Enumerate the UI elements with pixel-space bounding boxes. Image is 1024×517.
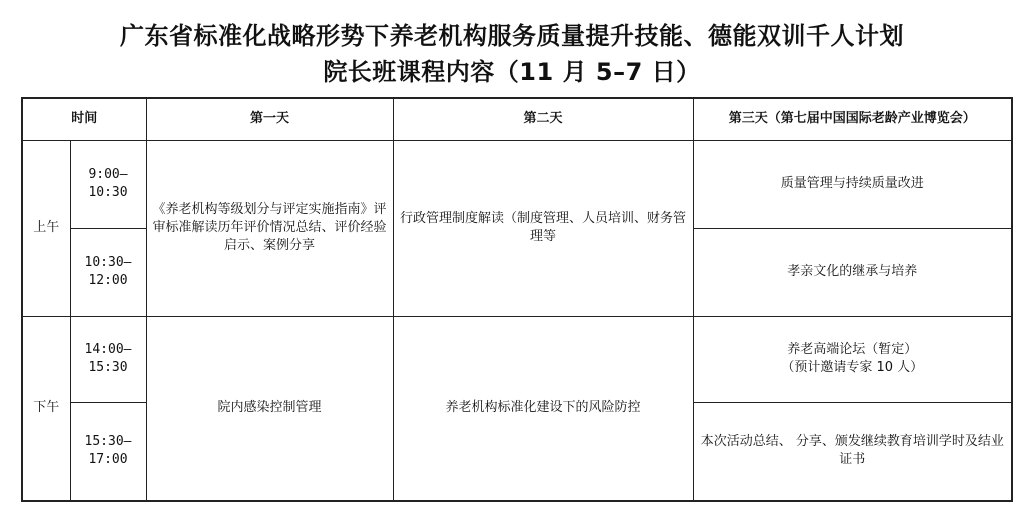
time-slot <box>70 316 146 402</box>
time-slot <box>70 228 146 316</box>
day3-afternoon-slot2: 本次活动总结、 分享、颁发继续教育培训学时及结业证书 <box>693 402 1012 501</box>
table-row <box>22 140 1012 228</box>
period-morning: 上午 <box>22 140 70 316</box>
header-day3: 第三天（第七届中国国际老龄产业博览会） <box>693 98 1012 140</box>
time-end: 12:00 <box>88 273 128 288</box>
time-end: 15:30 <box>88 360 128 375</box>
day2-afternoon-content: 养老机构标准化建设下的风险防控 <box>393 316 693 501</box>
time-end: 10:30 <box>88 185 128 200</box>
time-slot <box>70 402 146 501</box>
time-start: 14:00– <box>84 342 132 357</box>
header-time: 时间 <box>22 98 146 140</box>
header-row <box>22 98 1012 140</box>
day3-morning-slot1: 质量管理与持续质量改进 <box>693 140 1012 228</box>
document-header <box>0 18 1024 90</box>
day2-morning-content: 行政管理制度解读（制度管理、人员培训、财务管理等 <box>393 140 693 316</box>
forum-note: （预计邀请专家 10 人） <box>781 360 924 375</box>
time-end: 17:00 <box>88 452 128 468</box>
time-slot <box>70 140 146 228</box>
header-day2: 第二天 <box>393 98 693 140</box>
period-afternoon: 下午 <box>22 316 70 501</box>
day3-afternoon-slot1 <box>693 316 1012 402</box>
time-start: 10:30– <box>84 255 132 270</box>
day1-afternoon-content: 院内感染控制管理 <box>146 316 393 501</box>
document-subtitle: 院长班课程内容（11 月 5–7 日） <box>323 58 701 86</box>
schedule-table <box>21 97 1013 502</box>
header-day1: 第一天 <box>146 98 393 140</box>
forum-title: 养老高端论坛（暂定） <box>787 342 918 357</box>
table-row <box>22 316 1012 402</box>
day1-morning-content: 《养老机构等级划分与评定实施指南》评审标准解读历年评价情况总结、评价经验启示、案例分享 <box>146 140 393 316</box>
day3-morning-slot2: 孝亲文化的继承与培养 <box>693 228 1012 316</box>
time-start: 15:30– <box>84 434 132 450</box>
time-start: 9:00– <box>88 167 128 182</box>
document-title: 广东省标准化战略形势下养老机构服务质量提升技能、德能双训千人计划 <box>120 22 904 50</box>
